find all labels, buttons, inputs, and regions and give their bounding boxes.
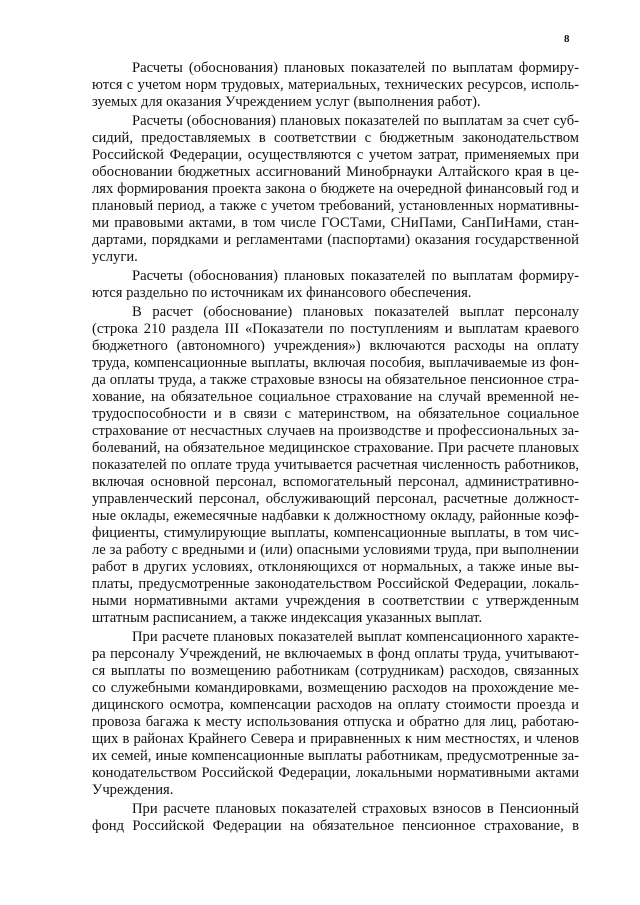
paragraph-line: хование, на обязательное социальное страхование на случай временной не- bbox=[92, 389, 579, 405]
paragraph-line: В расчет (обоснование) плановых показателей выплат персоналу bbox=[132, 304, 579, 320]
paragraph-line: щих в районах Крайнего Севера и приравненных к ним местностях, и членов bbox=[92, 731, 579, 747]
paragraph-line: ра персоналу Учреждений, не включаемых в фонд оплаты труда, учитывают- bbox=[92, 646, 579, 662]
paragraph bbox=[92, 60, 579, 111]
paragraph-line: Расчеты (обоснования) плановых показателей по выплатам формиру- bbox=[132, 60, 579, 76]
paragraph-line: ные оклады, ежемесячные надбавки к должностному окладу, районные коэф- bbox=[92, 508, 579, 524]
paragraph-line: ми правовыми актами, в том числе ГОСТами, СНиПами, СанПиНами, стан- bbox=[92, 215, 579, 231]
paragraph-line: Расчеты (обоснования) плановых показателей по выплатам формиру- bbox=[132, 268, 579, 284]
paragraph-line: включая основной персонал, вспомогательный персонал, административно- bbox=[92, 474, 579, 490]
page-number: 8 bbox=[564, 33, 570, 45]
paragraph-line: платы, предусмотренные законодательством Российской Федерации, локаль- bbox=[92, 576, 579, 592]
paragraph-line: Учреждения. bbox=[92, 782, 174, 798]
paragraph-line: фонд Российской Федерации на обязательное пенсионное страхование, в bbox=[92, 818, 579, 834]
paragraph-line: ными нормативными актами учреждения в соответствии с утвержденным bbox=[92, 593, 579, 609]
paragraph bbox=[92, 113, 579, 266]
paragraph-line: работ в других условиях, отклоняющихся от нормальных, а также иные вы- bbox=[92, 559, 579, 575]
paragraph-line: Расчеты (обоснования) плановых показателей по выплатам за счет суб- bbox=[132, 113, 579, 129]
paragraph-line: бюджетного (автономного) учреждения») включаются расходы на оплату bbox=[92, 338, 579, 354]
paragraph-line: труда, компенсационные выплаты, включая пособия, выплачиваемые из фон- bbox=[92, 355, 579, 371]
paragraph-line: их семей, иные компенсационные выплаты работникам, предусмотренные за- bbox=[92, 748, 579, 764]
paragraph-line: фициенты, стимулирующие выплаты, компенсационные выплаты, в том чис- bbox=[92, 525, 579, 541]
paragraph-line: Российской Федерации, осуществляются с учетом затрат, применяемых при bbox=[92, 147, 579, 163]
paragraph-line: страхование от несчастных случаев на производстве и профессиональных за- bbox=[92, 423, 579, 439]
paragraph-line: показателей по оплате труда учитывается расчетная численность работников, bbox=[92, 457, 579, 473]
paragraph-line: лях формирования проекта закона о бюджете на очередной финансовый год и bbox=[92, 181, 579, 197]
paragraph-line: При расчете плановых показателей страховых взносов в Пенсионный bbox=[132, 801, 579, 817]
paragraph-line: управленческий персонал, обслуживающий персонал, расчетные должност- bbox=[92, 491, 579, 507]
paragraph-line: конодательством Российской Федерации, локальными нормативными актами bbox=[92, 765, 579, 781]
paragraph-line: ются раздельно по источникам их финансового обеспечения. bbox=[92, 285, 472, 301]
paragraph-line: При расчете плановых показателей выплат компенсационного характе- bbox=[132, 629, 579, 645]
paragraph-line: плановый период, а также с учетом требований, установленных нормативны- bbox=[92, 198, 579, 214]
paragraph-line: ются с учетом норм трудовых, материальных, технических ресурсов, исполь- bbox=[92, 77, 579, 93]
paragraph-line: да оплаты труда, а также страховые взносы на обязательное пенсионное стра- bbox=[92, 372, 579, 388]
paragraph-line: трудоспособности и в связи с материнством, на обязательное социальное bbox=[92, 406, 579, 422]
paragraph-line: со служебными командировками, возмещению расходов на прохождение ме- bbox=[92, 680, 579, 696]
paragraph bbox=[92, 268, 579, 302]
paragraph-line: сидий, предоставляемых в соответствии с бюджетным законодательством bbox=[92, 130, 579, 146]
paragraph-line: дицинского осмотра, компенсации расходов на оплату стоимости проезда и bbox=[92, 697, 579, 713]
paragraph-line: ле за работу с вредными и (или) опасными условиями труда, при выполнении bbox=[92, 542, 579, 558]
paragraph-line: обосновании бюджетных ассигнований Минобрнауки Алтайского края в це- bbox=[92, 164, 579, 180]
paragraph bbox=[92, 801, 579, 835]
paragraph-line: ся выплаты по возмещению работникам (сотрудникам) расходов, связанных bbox=[92, 663, 579, 679]
paragraph-line: услуги. bbox=[92, 249, 138, 265]
paragraph-line: штатным расписанием, а также индексация указанных выплат. bbox=[92, 610, 483, 626]
paragraph-line: провоза багажа к месту использования отпуска и обратно для лиц, работаю- bbox=[92, 714, 579, 730]
paragraph-line: зуемых для оказания Учреждением услуг (выполнения работ). bbox=[92, 94, 481, 110]
paragraph bbox=[92, 304, 579, 627]
paragraph-line: (строка 210 раздела III «Показатели по поступлениям и выплатам краевого bbox=[92, 321, 579, 337]
paragraph-line: дартами, порядками и регламентами (паспортами) оказания государственной bbox=[92, 232, 579, 248]
paragraph bbox=[92, 629, 579, 799]
paragraph-line: болеваний, на обязательное медицинское страхование. При расчете плановых bbox=[92, 440, 579, 456]
document-body bbox=[92, 60, 579, 835]
